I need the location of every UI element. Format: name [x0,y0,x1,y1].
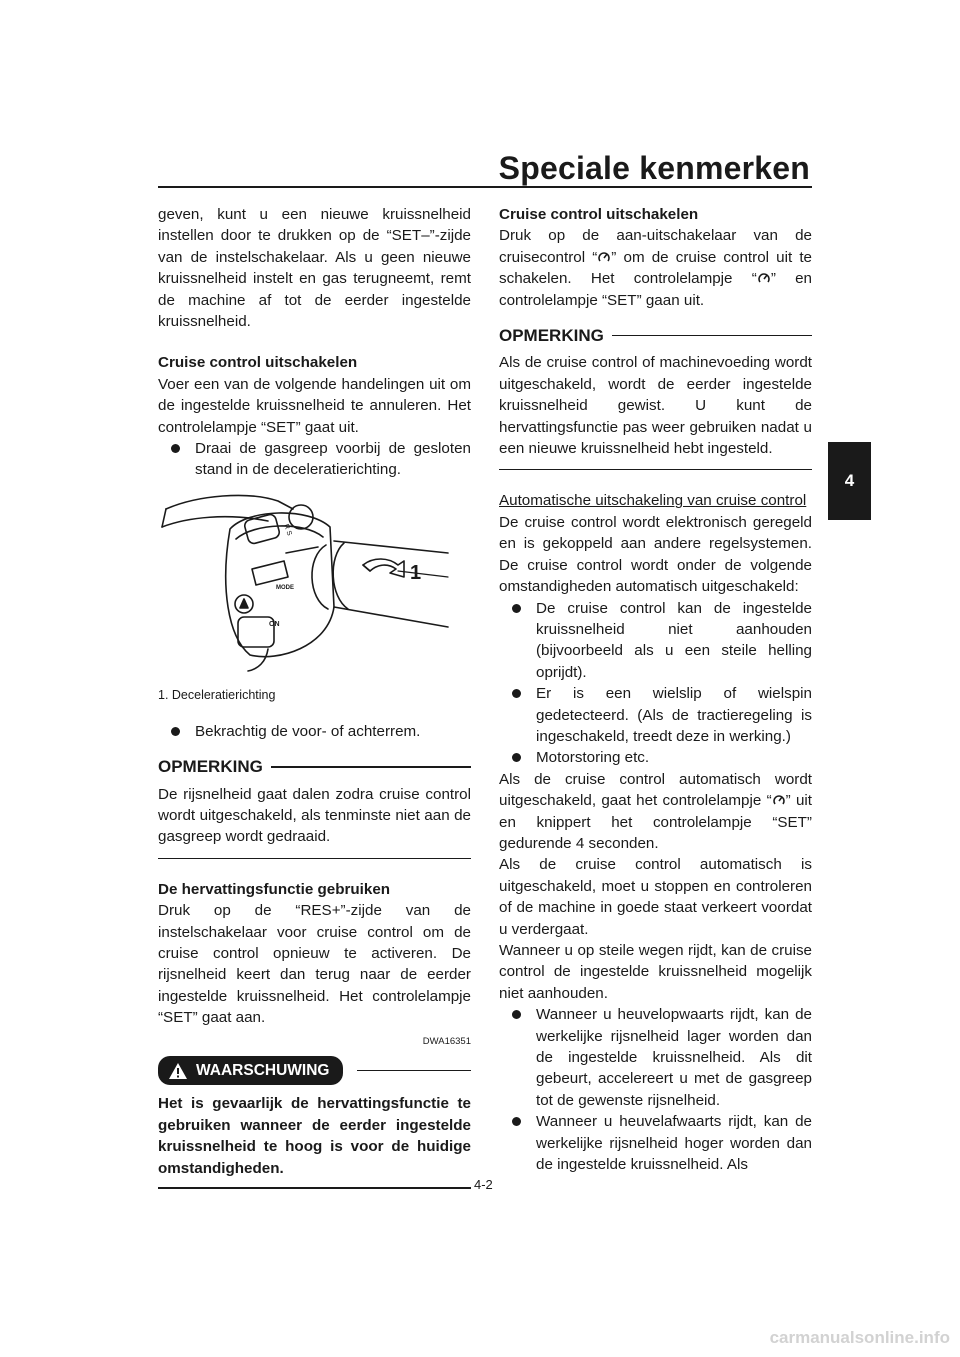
handlebar-switch-figure [158,487,471,675]
warning-divider [158,1187,471,1189]
bullet-icon [512,1117,521,1126]
paragraph: Wanneer u op steile wegen rijdt, kan de cruise control de ingestelde kruissnelheid mogelijk niet aanhouden. [499,942,812,1002]
paragraph: geven, kunt u een nieuwe kruissnelheid instellen door te drukken op de “SET–”-zijde van de instelschakelaar. Als u geen nieuwe kruissnelheid instelt en gas terugneemt, remt de machine af tot de eerder ingestelde kruissnelheid. [158,206,471,331]
warning-text: Het is gevaarlijk de hervattingsfunctie te gebruiken wanneer de eerder ingestelde kruissnelheid te hoog is voor de huidige omstandigheden. [158,1095,471,1177]
section-heading: Cruise control uitschakelen [158,354,358,372]
note-heading [499,325,812,346]
right-column [499,204,812,1175]
bullet-list [499,1004,812,1175]
bullet-icon [512,604,521,613]
note-text: Als de cruise control of machinevoeding wordt uitgeschakeld, wordt de eerder ingestelde kruissnelheid gewist. U kunt de hervattingsfunctie pas weer gebruiken nadat u een nieuwe kruissnelheid hebt ingesteld. [499,354,812,458]
header-rule [158,186,812,188]
list-item-text: Bekrachtig de voor- of achterrem. [195,722,421,740]
left-column [158,204,471,1189]
warning-code: DWA16351 [422,1035,471,1047]
note-title: OPMERKING [499,326,604,346]
list-item [499,683,812,747]
bullet-icon [512,753,521,762]
cruise-control-icon [597,250,611,264]
subsection-heading: Automatische uitschakeling van cruise control [499,492,807,510]
warning-badge [158,1056,343,1085]
section-heading: Cruise control uitschakelen [499,206,699,223]
figure-label: ON [269,620,280,628]
watermark: carmanualsonline.info [769,1328,950,1347]
bullet-list [158,438,471,481]
bullet-list [158,721,471,742]
note-text: De rijsnelheid gaat dalen zodra cruise control wordt uitgeschakeld, als tenminste niet aan de gasgreep wordt gedraaid. [158,785,471,846]
section-heading: De hervattingsfunctie gebruiken [158,880,391,898]
list-item [158,438,471,481]
list-item-text: Motorstoring etc. [536,749,650,767]
warning-heading [158,1056,471,1085]
cruise-control-icon [757,271,771,285]
paragraph: Als de cruise control automatisch wordt uitgeschakeld, gaat het controlelampje “ ” uit en knippert het controlelampje “SET” gedurende 4 seconden. [499,770,812,852]
figure-label: MODE [276,584,294,591]
paragraph: Als de cruise control automatisch is uitgeschakeld, moet u stoppen en controleren of de machine in goede staat verkeert voordat u verdergaat. [499,856,812,938]
list-item-text: Wanneer u heuvelopwaarts rijdt, kan de werkelijke rijsnelheid lager worden dan de ingestelde kruissnelheid. Als dit gebeurt, accelereert u met de gasgreep tot de gewenste rijsnelheid. [536,1006,812,1109]
paragraph: De cruise control wordt elektronisch geregeld en is gekoppeld aan andere regelsystemen. De cruise control wordt onder de volgende omstandigheden automatisch uitgeschakeld: [499,513,812,596]
list-item [499,598,812,684]
list-item-text: Er is een wielslip of wielspin gedetecteerd. (Als de tractieregeling is ingeschakeld, treedt deze in werking.) [536,685,812,745]
cruise-control-icon [772,793,786,807]
paragraph: Druk op de “RES+”-zijde van de instelschakelaar voor cruise control om de cruise control opnieuw te activeren. De rijsnelheid keert dan terug naar de eerder ingestelde kruissnelheid. Het controlelampje “SET” gaat aan. [158,902,471,1027]
figure-callout: 1 [410,561,422,584]
list-item [499,1111,812,1175]
bullet-icon [171,444,180,453]
list-item [158,721,471,742]
list-item-text: Wanneer u heuvelafwaarts rijdt, kan de werkelijke rijsnelheid hoger worden dan de ingestelde kruissnelheid. Als [536,1113,812,1174]
list-item-text: Draai de gasgreep voorbij de gesloten stand in de deceleratierichting. [195,440,471,479]
svg-text:R S: R S [282,523,293,537]
list-item [499,747,812,768]
bullet-icon [171,727,180,736]
page-number: 4-2 [474,1177,493,1192]
bullet-icon [512,1010,521,1019]
figure-caption: 1. Deceleratierichting [158,688,276,703]
warning-title: WAARSCHUWING [196,1061,330,1079]
note-title: OPMERKING [158,757,263,777]
paragraph: Druk op de aan-uitschakelaar van de cruisecontrol “ ” om de cruise control uit te schakelen. Het controlelampje “ ” en controlelampje “SET” gaan uit. [499,227,813,309]
page-title: Speciale kenmerken [498,150,810,186]
chapter-tab[interactable]: 4 [828,442,871,520]
paragraph: Voer een van de volgende handelingen uit om de ingestelde kruissnelheid te annuleren. Het controlelampje “SET” gaat uit. [158,375,471,436]
list-item [499,1004,812,1111]
note-heading [158,756,471,777]
bullet-icon [512,689,521,698]
warning-triangle-icon [168,1062,188,1080]
list-item-text: De cruise control kan de ingestelde kruissnelheid niet aanhouden (bijvoorbeeld als u een steile helling oprijdt). [536,599,812,681]
bullet-list [499,598,812,769]
